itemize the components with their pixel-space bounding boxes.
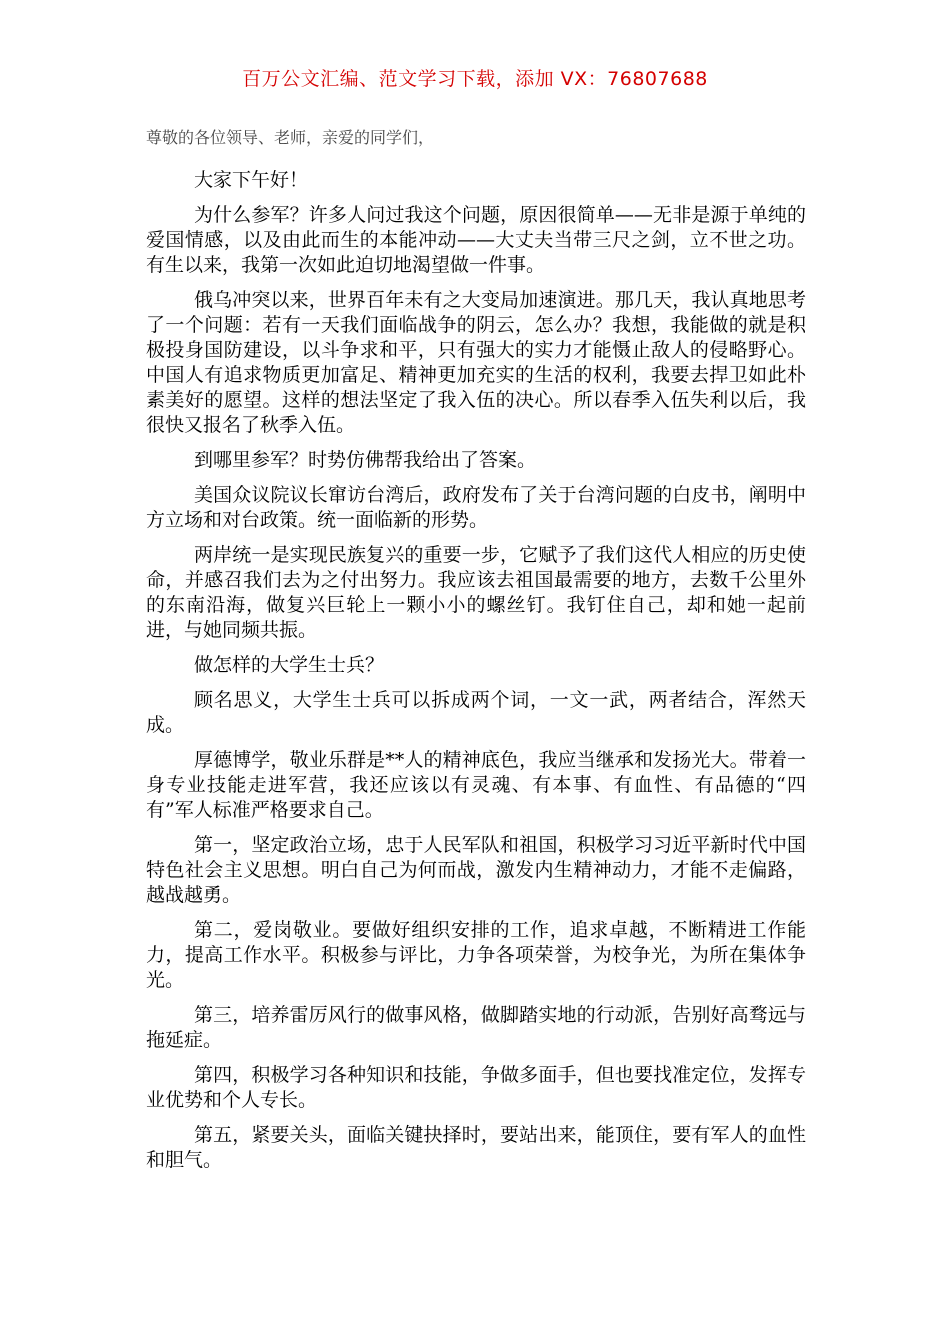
paragraph: 到哪里参军？时势仿佛帮我给出了答案。 [194, 449, 537, 471]
header-banner: 百万公文汇编、范文学习下载，添加 VX：76807688 [242, 68, 708, 90]
paragraph: 厚德博学，敬业乐群是**人的精神底色，我应当继承和发扬光大。带着一身专业技能走进军营，我还应该以有灵魂、有本事、有血性、有品德的“四有”军人标准严格要求自己。 [146, 749, 806, 821]
paragraph: 第一，坚定政治立场，忠于人民军队和祖国，积极学习习近平新时代中国特色社会主义思想。明白自己为何而战，激发内生精神动力，才能不走偏路，越战越勇。 [146, 834, 806, 906]
paragraph: 两岸统一是实现民族复兴的重要一步，它赋予了我们这代人相应的历史使命，并感召我们去为之付出努力。我应该去祖国最需要的地方，去数千公里外的东南沿海，做复兴巨轮上一颗小小的螺丝钉。我钉住自己，却和她一起前进，与她同频共振。 [146, 544, 806, 641]
paragraph: 美国众议院议长窜访台湾后，政府发布了关于台湾问题的白皮书，阐明中方立场和对台政策。统一面临新的形势。 [146, 484, 806, 531]
paragraph: 俄乌冲突以来，世界百年未有之大变局加速演进。那几天，我认真地思考了一个问题：若有一天我们面临战争的阴云，怎么办？我想，我能做的就是积极投身国防建设，以斗争求和平，只有强大的实力才能慑止敌人的侵略野心。中国人有追求物质更加富足、精神更加充实的生活的权利，我要去捍卫如此朴素美好的愿望。这样的想法坚定了我入伍的决心。所以春季入伍失利以后，我很快又报名了秋季入伍。 [146, 289, 806, 436]
paragraph: 第四，积极学习各种知识和技能，争做多面手，但也要找准定位，发挥专业优势和个人专长。 [146, 1064, 806, 1111]
paragraph: 顾名思义，大学生士兵可以拆成两个词，一文一武，两者结合，浑然天成。 [146, 689, 806, 736]
paragraph: 第五，紧要关头，面临关键抉择时，要站出来，能顶住，要有军人的血性和胆气。 [146, 1124, 806, 1171]
paragraph: 做怎样的大学生士兵？ [194, 654, 385, 676]
paragraph: 第二，爱岗敬业。要做好组织安排的工作，追求卓越，不断精进工作能力，提高工作水平。积极参与评比，力争各项荣誉，为校争光，为所在集体争光。 [146, 919, 806, 991]
paragraph: 第三，培养雷厉风行的做事风格，做脚踏实地的行动派，告别好高骛远与拖延症。 [146, 1004, 806, 1051]
paragraph: 大家下午好！ [194, 169, 309, 191]
document-body [146, 124, 806, 1183]
salutation: 尊敬的各位领导、老师，亲爱的同学们， [146, 128, 435, 147]
paragraph: 为什么参军？许多人问过我这个问题，原因很简单——无非是源于单纯的爱国情感，以及由此而生的本能冲动——大丈夫当带三尺之剑，立不世之功。有生以来，我第一次如此迫切地渴望做一件事。 [146, 204, 806, 276]
